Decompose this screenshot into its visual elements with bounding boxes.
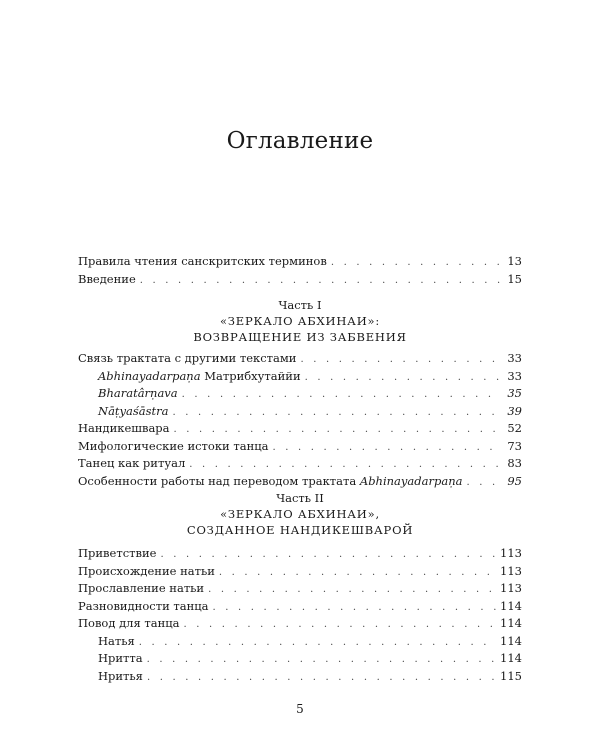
toc-entry-natya[interactable] <box>78 633 522 651</box>
toc-entry-label: Натья <box>98 633 135 648</box>
part-title-line-2: ВОЗВРАЩЕНИЕ ИЗ ЗАБВЕНИЯ <box>193 330 407 344</box>
toc-entry-label-italic: Abhinayadarpaṇa <box>359 473 463 488</box>
toc-entry-greeting[interactable] <box>78 545 522 563</box>
toc-entry-label: Связь трактата с другими текстами <box>78 351 297 365</box>
toc-entry-label: Мифологические истоки танца <box>78 438 269 453</box>
toc-entry-page: 73 <box>507 438 522 453</box>
toc-entry-page: 113 <box>500 546 522 560</box>
part-title-line-2: СОЗДАННОЕ НАНДИКЕШВАРОЙ <box>186 523 414 537</box>
toc-entry-label: Нандикешвара <box>78 421 170 435</box>
toc-entry-natya-origin[interactable] <box>78 563 522 581</box>
part-title-line-1: «ЗЕРКАЛО АБХИНАИ»: <box>219 314 381 328</box>
dot-leader <box>139 634 496 652</box>
toc-entry-abhinayadarpana-matribhutayya[interactable] <box>78 368 522 386</box>
toc-entry-page: 13 <box>507 254 522 268</box>
toc-entry-page: 83 <box>507 456 522 470</box>
toc-entry-label: Правила чтения санскритских терминов <box>78 254 327 268</box>
dot-leader <box>140 272 500 290</box>
toc-entry-translation-notes[interactable] <box>78 473 522 491</box>
toc-entry-nritta[interactable] <box>78 650 522 668</box>
toc-entry-nritya[interactable] <box>78 668 522 686</box>
toc-entry-label: Происхождение натьи <box>78 563 215 578</box>
toc-entry-mythological-origins[interactable] <box>78 438 522 456</box>
dot-leader <box>219 564 496 582</box>
part-label: Часть I <box>278 298 322 312</box>
dot-leader <box>182 386 500 404</box>
toc-entry-bharatarnava[interactable] <box>78 385 522 403</box>
toc-entry-page: 15 <box>507 271 522 286</box>
toc-entry-page: 95 <box>507 473 522 488</box>
page-number: 5 <box>296 702 304 716</box>
toc-entry-label-rest: Особенности работы над переводом трактата <box>78 473 360 488</box>
toc-entry-page: 114 <box>500 633 522 648</box>
toc-entry-label: Разновидности танца <box>78 598 209 613</box>
toc-entry-label: Повод для танца <box>78 616 180 630</box>
dot-leader <box>272 439 500 457</box>
toc-entry-dance-varieties[interactable] <box>78 598 522 616</box>
toc-entry-page: 35 <box>507 386 522 400</box>
dot-leader <box>173 404 500 422</box>
dot-leader <box>331 254 500 272</box>
dot-leader <box>189 456 500 474</box>
toc-entry-label: Приветствие <box>78 546 157 560</box>
dot-leader <box>305 369 500 387</box>
toc-entry-natyashastra[interactable] <box>78 403 522 421</box>
toc-entry-page: 114 <box>500 616 522 630</box>
toc-entry-nandikeshvara[interactable] <box>78 420 522 438</box>
toc-part-1 <box>78 350 522 490</box>
page-title: Оглавление <box>226 128 374 154</box>
toc-intro <box>78 253 522 288</box>
toc-entry-label-rest: Матрибхутаййи <box>200 368 301 383</box>
toc-entry-reading-rules[interactable] <box>78 253 522 271</box>
toc-entry-label: Нритта <box>98 651 143 665</box>
part-label: Часть II <box>276 491 324 505</box>
toc-entry-label: Прославление натьи <box>78 581 205 595</box>
toc-entry-page: 113 <box>500 563 522 578</box>
toc-entry-page: 114 <box>500 598 522 613</box>
toc-entry-label-italic: Abhinayadarpaṇa <box>98 368 201 383</box>
toc-entry-dance-occasion[interactable] <box>78 615 522 633</box>
toc-entry-label: Введение <box>78 271 136 286</box>
toc-entry-page: 115 <box>500 668 522 683</box>
toc-entry-natya-glorification[interactable] <box>78 580 522 598</box>
toc-entry-label: Танец как ритуал <box>78 456 186 470</box>
toc-entry-page: 33 <box>507 368 522 383</box>
toc-entry-page: 33 <box>507 351 522 365</box>
toc-entry-page: 39 <box>507 403 522 418</box>
dot-leader <box>184 616 497 634</box>
toc-part-2 <box>78 545 522 685</box>
dot-leader <box>147 651 496 669</box>
dot-leader <box>208 581 496 599</box>
toc-entry-text-links[interactable] <box>78 350 522 368</box>
toc-entry-page: 114 <box>500 651 522 665</box>
toc-entry-label: Нритья <box>98 668 143 683</box>
toc-entry-introduction[interactable] <box>78 271 522 289</box>
toc-entry-label: Nāṭyaśāstra <box>98 403 169 418</box>
dot-leader <box>160 546 496 564</box>
toc-entry-label <box>78 473 462 491</box>
toc-entry-label: Bharatârṇava <box>98 386 178 400</box>
toc-entry-label <box>78 368 301 386</box>
toc-entry-page: 52 <box>507 421 522 435</box>
dot-leader <box>300 351 500 369</box>
part-title-line-1: «ЗЕРКАЛО АБХИНАИ», <box>220 507 380 521</box>
part-1-heading <box>0 297 600 345</box>
dot-leader <box>213 599 497 617</box>
toc-entry-page: 113 <box>500 581 522 595</box>
part-2-heading <box>0 490 600 538</box>
dot-leader <box>174 421 500 439</box>
dot-leader <box>466 474 500 492</box>
toc-entry-dance-ritual[interactable] <box>78 455 522 473</box>
dot-leader <box>147 669 496 687</box>
